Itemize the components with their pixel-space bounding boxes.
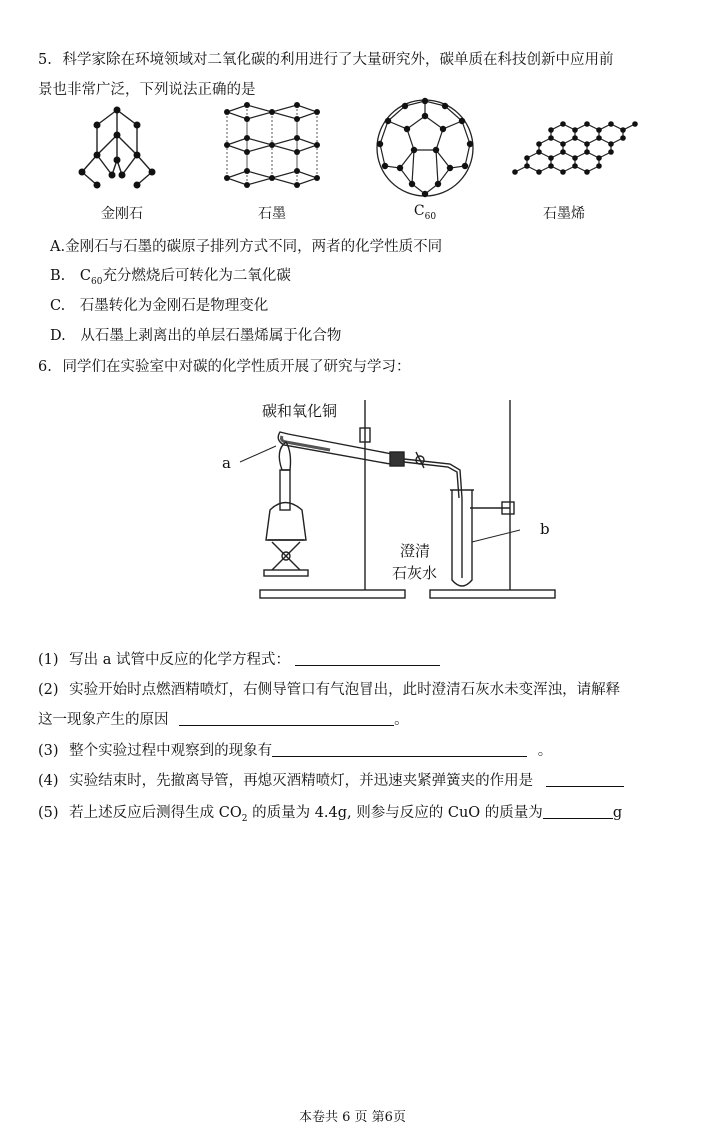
subq-2: [38, 678, 620, 699]
subq-2-num: (2): [38, 682, 59, 698]
subq-2-text2: 这一现象产生的原因: [38, 712, 169, 728]
q6-stem: [38, 355, 410, 376]
subq-1: [38, 648, 440, 669]
test-tube-a: [278, 432, 392, 464]
diamond-structure-icon: [72, 100, 162, 195]
subq-4-text: 实验结束时，先撤离导管，再熄灭酒精喷灯，并迅速夹紧弹簧夹的作用是: [69, 773, 534, 789]
subq-4: [38, 769, 624, 790]
q5-number: 5.: [38, 52, 52, 68]
option-c-label: C.: [50, 298, 66, 314]
subq-3-text: 整个实验过程中观察到的现象有: [69, 743, 273, 759]
subq-5-text-mid: 的质量为 4.4g, 则参与反应的 CuO 的质量为: [247, 805, 543, 821]
label-reactants: 碳和氧化铜: [262, 402, 338, 420]
subq-4-num: (4): [38, 773, 59, 789]
page-footer: 本卷共 6 页 第6页: [299, 1110, 406, 1125]
label-limewater-2: 石灰水: [392, 564, 438, 582]
option-a: [50, 235, 442, 256]
subq-2-text: 实验开始时点燃酒精喷灯，右侧导管口有气泡冒出，此时澄清石灰水未变浑浊，请解释: [69, 682, 621, 698]
option-b-c: C: [79, 268, 91, 284]
c60-caption: [400, 203, 450, 222]
label-limewater-1: 澄清: [400, 542, 431, 560]
subq-3-end: 。: [537, 743, 553, 759]
left-stand-base: [260, 590, 405, 598]
subq-2-end: 。: [394, 712, 409, 728]
option-a-text: 金刚石与石墨的碳原子排列方式不同，两者的化学性质不同: [65, 239, 443, 255]
label-b: b: [540, 520, 550, 538]
q5-stem-line2: 景也非常广泛，下列说法正确的是: [38, 82, 256, 98]
option-c: [50, 294, 268, 315]
right-stand-base: [430, 590, 555, 598]
c60-structure-icon: [370, 96, 480, 201]
option-c-text: 石墨转化为金刚石是物理变化: [79, 298, 269, 314]
answer-blank-4[interactable]: [546, 771, 624, 787]
q6-number: 6.: [38, 359, 52, 375]
subq-5-sub: 2: [241, 813, 248, 824]
answer-blank-2[interactable]: [179, 710, 394, 726]
option-d-label: D.: [50, 328, 66, 344]
option-b-sub: 60: [90, 276, 103, 287]
q5-text-line1: [38, 48, 613, 69]
subq-5: [38, 801, 622, 824]
label-a: a: [222, 454, 231, 472]
option-b-label: B.: [50, 268, 66, 284]
q6-text: 同学们在实验室中对碳的化学性质开展了研究与学习：: [62, 359, 411, 375]
option-d: [50, 324, 341, 345]
graphene-structure-icon: [505, 112, 645, 192]
option-b: [50, 264, 291, 287]
answer-blank-3[interactable]: [272, 741, 527, 757]
answer-blank-1[interactable]: [295, 650, 440, 666]
graphene-caption: 石墨烯: [543, 206, 585, 222]
subq-5-text-pre: 若上述反应后测得生成 CO: [69, 805, 242, 821]
alcohol-lamp: [266, 503, 306, 541]
subq-3: [38, 739, 552, 760]
subq-2-line2: [38, 708, 409, 729]
subq-1-num: (1): [38, 652, 59, 668]
subq-5-unit: g: [612, 805, 623, 821]
apparatus-diagram: [220, 390, 560, 605]
subq-5-num: (5): [38, 805, 59, 821]
c60-caption-sub: 60: [424, 211, 437, 222]
graphite-caption: 石墨: [258, 206, 286, 222]
diamond-caption: 金刚石: [101, 206, 143, 222]
option-a-label: A.: [50, 239, 66, 255]
option-b-text: 充分燃烧后可转化为二氧化碳: [102, 268, 291, 284]
option-d-text: 从石墨上剥离出的单层石墨烯属于化合物: [80, 328, 342, 344]
q5-stem: 科学家除在环境领域对二氧化碳的利用进行了大量研究外，碳单质在科技创新中应用前: [62, 52, 614, 68]
graphite-structure-icon: [222, 100, 322, 195]
answer-blank-5[interactable]: [543, 803, 613, 819]
c60-caption-main: C: [413, 203, 425, 219]
subq-1-text: 写出 a 试管中反应的化学方程式：: [69, 652, 291, 668]
subq-3-num: (3): [38, 743, 59, 759]
